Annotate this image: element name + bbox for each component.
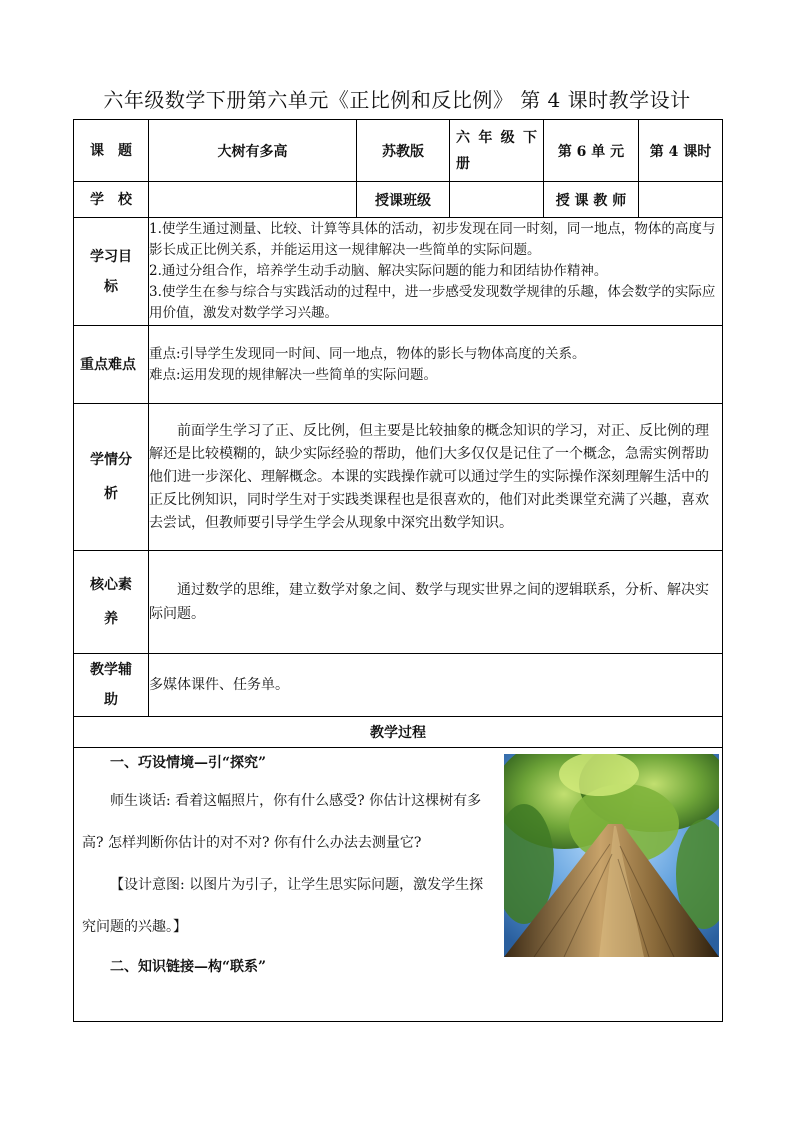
key-point: 重点:引导学生发现同一时间、同一地点，物体的影长与物体高度的关系。	[149, 345, 586, 362]
objective-item: 1.使学生通过测量、比较、计算等具体的活动，初步发现在同一时刻，同一地点，物体的高度与影长成正比例关系，并能运用这一规律解决一些简单的实际问题。	[149, 221, 716, 258]
subject-value: 大树有多高	[149, 120, 357, 182]
section1-title: 一、巧设情境—引“探究”	[110, 755, 267, 771]
school-row	[74, 182, 723, 218]
aids-label: 教学辅助	[74, 654, 149, 717]
unit: 第 6 单 元	[544, 120, 639, 182]
process-header-row	[74, 717, 723, 748]
tree-image	[504, 754, 719, 957]
school-label: 学 校	[74, 182, 149, 218]
literacy-text: 通过数学的思维，建立数学对象之间、数学与现实世界之间的逻辑联系，分析、解决实际问题。	[149, 551, 723, 654]
grade: 六 年 级 下 册	[450, 120, 544, 182]
literacy-row	[74, 551, 723, 654]
aids-row	[74, 654, 723, 717]
analysis-label: 学情分析	[74, 404, 149, 551]
subject-label: 课 题	[74, 120, 149, 182]
process-label: 教学过程	[74, 717, 723, 748]
class-value[interactable]	[450, 182, 544, 218]
section2-title: 二、知识链接—构“联系”	[110, 959, 267, 975]
objective-item: 2.通过分组合作，培养学生动手动脑、解决实际问题的能力和团结协作精神。	[149, 263, 608, 279]
aids-text: 多媒体课件、任务单。	[149, 654, 723, 717]
header-row	[74, 120, 723, 182]
keypoints-content	[149, 326, 723, 404]
section1-design-intent: 【设计意图: 以图片为引子，让学生思实际问题，激发学生探究问题的兴趣。】	[82, 877, 484, 935]
keypoints-row	[74, 326, 723, 404]
objectives-content	[149, 218, 723, 326]
objectives-row	[74, 218, 723, 326]
edition: 苏教版	[357, 120, 450, 182]
school-value[interactable]	[149, 182, 357, 218]
objective-item: 3.使学生在参与综合与实践活动的过程中，进一步感受发现数学规律的乐趣，体会数学的实际应用价值，激发对数学学习兴趣。	[149, 284, 716, 321]
keypoints-label: 重点难点	[74, 326, 149, 404]
lesson-number: 第 4 课时	[639, 120, 723, 182]
analysis-text: 前面学生学习了正、反比例，但主要是比较抽象的概念知识的学习，对正、反比例的理解还是比较模糊的，缺少实际经验的帮助，他们大多仅仅是记住了一个概念，急需实例帮助他们进一步深化、理解概念。本课的实践操作就可以通过学生的实际操作深刻理解生活中的正反比例知识，同时学生对于实践类课程也是很喜欢的，他们对此类课堂充满了兴趣，喜欢去尝试，但教师要引导学生学会从现象中深究出数学知识。	[149, 404, 723, 551]
literacy-label: 核心素养	[74, 551, 149, 654]
tree-photo	[504, 754, 719, 957]
class-label: 授课班级	[357, 182, 450, 218]
teacher-value[interactable]	[639, 182, 723, 218]
section1-dialog: 师生谈话: 看着这幅照片，你有什么感受? 你估计这棵树有多高? 怎样判断你估计的对不对? 你有什么办法去测量它?	[82, 793, 482, 851]
process-text	[74, 748, 494, 986]
document-title: 六年级数学下册第六单元《正比例和反比例》 第 4 课时教学设计	[103, 88, 691, 112]
difficult-point: 难点:运用发现的规律解决一些简单的实际问题。	[149, 366, 438, 383]
teacher-label: 授 课 教 师	[544, 182, 639, 218]
objectives-label: 学习目标	[74, 218, 149, 326]
analysis-row	[74, 404, 723, 551]
